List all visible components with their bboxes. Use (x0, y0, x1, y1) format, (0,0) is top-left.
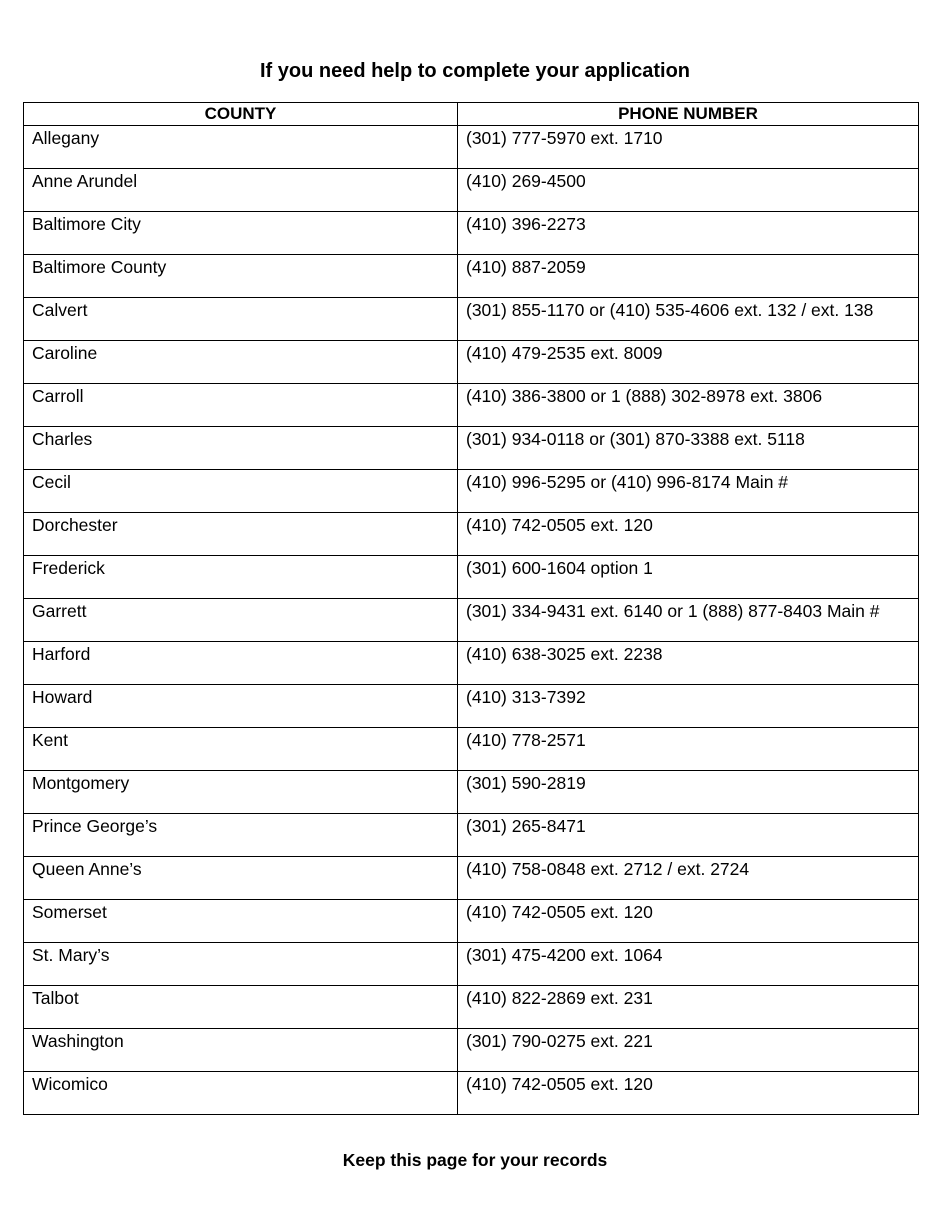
county-cell: Calvert (24, 298, 458, 341)
table-row (24, 126, 919, 169)
phone-cell: (301) 334-9431 ext. 6140 or 1 (888) 877-8403 Main # (458, 599, 919, 642)
county-cell: Dorchester (24, 513, 458, 556)
phone-cell: (301) 600-1604 option 1 (458, 556, 919, 599)
county-cell: Frederick (24, 556, 458, 599)
county-cell: Baltimore City (24, 212, 458, 255)
county-cell: Charles (24, 427, 458, 470)
county-cell: St. Mary’s (24, 943, 458, 986)
phone-cell: (410) 269-4500 (458, 169, 919, 212)
phone-cell: (410) 778-2571 (458, 728, 919, 771)
table-row (24, 814, 919, 857)
table-row (24, 685, 919, 728)
table-row (24, 986, 919, 1029)
table-row (24, 900, 919, 943)
county-cell: Carroll (24, 384, 458, 427)
phone-cell: (410) 742-0505 ext. 120 (458, 1072, 919, 1115)
phone-cell: (301) 855-1170 or (410) 535-4606 ext. 132 / ext. 138 (458, 298, 919, 341)
county-cell: Caroline (24, 341, 458, 384)
table-row (24, 599, 919, 642)
phone-cell: (410) 396-2273 (458, 212, 919, 255)
page-title: If you need help to complete your application (259, 60, 691, 82)
county-cell: Cecil (24, 470, 458, 513)
phone-cell: (410) 822-2869 ext. 231 (458, 986, 919, 1029)
phone-cell: (410) 742-0505 ext. 120 (458, 513, 919, 556)
county-cell: Montgomery (24, 771, 458, 814)
county-cell: Garrett (24, 599, 458, 642)
table-row (24, 642, 919, 685)
phone-column-header: PHONE NUMBER (458, 103, 919, 126)
table-row (24, 255, 919, 298)
table-row (24, 298, 919, 341)
county-cell: Anne Arundel (24, 169, 458, 212)
phone-cell: (410) 313-7392 (458, 685, 919, 728)
phone-cell: (301) 790-0275 ext. 221 (458, 1029, 919, 1072)
county-cell: Queen Anne’s (24, 857, 458, 900)
table-row (24, 470, 919, 513)
county-cell: Howard (24, 685, 458, 728)
phone-cell: (410) 996-5295 or (410) 996-8174 Main # (458, 470, 919, 513)
phone-cell: (410) 479-2535 ext. 8009 (458, 341, 919, 384)
phone-cell: (410) 386-3800 or 1 (888) 302-8978 ext. 3806 (458, 384, 919, 427)
table-row (24, 1072, 919, 1115)
county-phone-table (23, 102, 919, 1115)
county-cell: Baltimore County (24, 255, 458, 298)
phone-cell: (301) 777-5970 ext. 1710 (458, 126, 919, 169)
table-row (24, 427, 919, 470)
phone-cell: (301) 475-4200 ext. 1064 (458, 943, 919, 986)
table-row (24, 556, 919, 599)
phone-cell: (410) 887-2059 (458, 255, 919, 298)
table-row (24, 728, 919, 771)
county-column-header: COUNTY (24, 103, 458, 126)
county-cell: Kent (24, 728, 458, 771)
county-cell: Somerset (24, 900, 458, 943)
phone-cell: (410) 758-0848 ext. 2712 / ext. 2724 (458, 857, 919, 900)
county-cell: Prince George’s (24, 814, 458, 857)
phone-cell: (301) 590-2819 (458, 771, 919, 814)
table-row (24, 341, 919, 384)
table-header-row (24, 103, 919, 126)
table-row (24, 212, 919, 255)
table-row (24, 1029, 919, 1072)
county-cell: Wicomico (24, 1072, 458, 1115)
county-cell: Harford (24, 642, 458, 685)
phone-cell: (301) 265-8471 (458, 814, 919, 857)
phone-cell: (410) 742-0505 ext. 120 (458, 900, 919, 943)
phone-cell: (301) 934-0118 or (301) 870-3388 ext. 5118 (458, 427, 919, 470)
county-cell: Washington (24, 1029, 458, 1072)
table-row (24, 513, 919, 556)
table-row (24, 384, 919, 427)
county-cell: Talbot (24, 986, 458, 1029)
footer-note: Keep this page for your records (342, 1150, 608, 1170)
county-cell: Allegany (24, 126, 458, 169)
table-row (24, 857, 919, 900)
table-row (24, 771, 919, 814)
phone-cell: (410) 638-3025 ext. 2238 (458, 642, 919, 685)
table-row (24, 943, 919, 986)
table-row (24, 169, 919, 212)
